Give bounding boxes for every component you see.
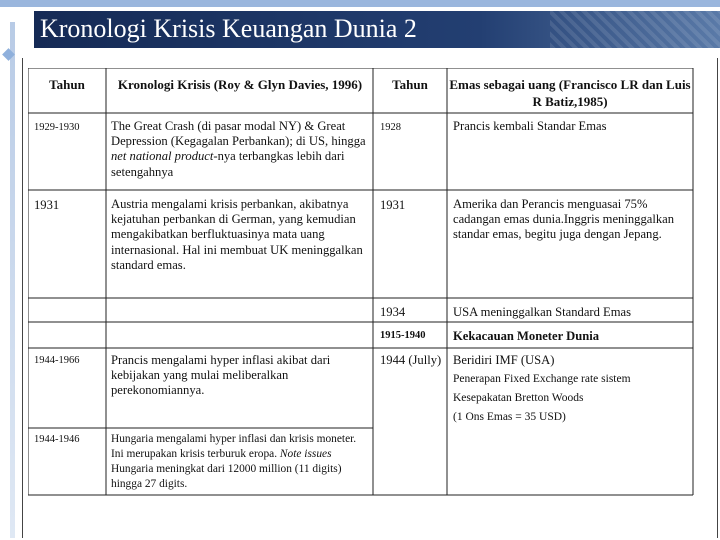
row6-year-left: 1944-1946 [34,434,80,445]
row2-event-left: Austria mengalami krisis perbankan, akibatnya kejatuhan perbankan di German, yang kemudian mengakibatkan berfluktuasinya mata uang internasional. Hal ini membuat UK meninggalkan standard emas. [111,197,363,272]
header-emas: Emas sebagai uang (Francisco LR dan Luis R Batiz,1985) [449,77,691,109]
row5-event-left: Prancis mengalami hyper inflasi akibat dari kebijakan yang mulai meliberalkan perekonomiannya. [111,353,331,398]
row1-event-left-part2: -nya terbangkas lebih dari setengahnya [111,149,345,179]
row3-year-right: 1934 [380,305,406,319]
row1-event-left-part1: The Great Crash (di pasar modal NY) & Great Depression (Kegagalan Perbankan); di US, hingga [111,119,366,149]
header-kronologi: Kronologi Krisis (Roy & Glyn Davies, 1996) [117,77,363,92]
row5-event-right-line: Kesepakatan Bretton Woods [453,392,584,404]
row1-event-right: Prancis kembali Standar Emas [453,119,607,133]
row2-year-right: 1931 [380,198,406,212]
top-accent-stripe [0,0,720,7]
row5-year-right: 1944 (Jully) [380,353,442,367]
row3-event-right: USA meninggalkan Standard Emas [453,305,632,319]
row4-year-right: 1915-1940 [380,330,426,341]
header-tahun-right: Tahun [392,77,428,92]
row6-event-left-emphasis: Note issues [279,448,332,460]
row1-year-right: 1928 [380,122,401,133]
row2-year-left: 1931 [34,198,60,212]
row6-event-left-part2: Hungaria meningkat dari 12000 million (11 digits) hingga 27 digits. [111,463,342,490]
row5-event-right [453,351,689,427]
chronology-table [28,68,695,496]
row5-event-right-line: Beridiri IMF (USA) [453,353,555,367]
slide-title: Kronologi Krisis Keuangan Dunia 2 [40,14,417,43]
row1-event-left [111,119,369,180]
row2-event-right: Amerika dan Perancis menguasai 75% cadangan emas dunia.Inggris meninggalkan standar emas, begitu juga dengan Jepang. [453,197,675,242]
title-bar-pattern [550,11,720,48]
row5-event-right-line: Penerapan Fixed Exchange rate sistem [453,373,631,385]
left-decor-bar [10,22,15,538]
row4-event-right: Kekacauan Moneter Dunia [453,329,599,343]
row1-year-left: 1929-1930 [34,122,80,133]
row5-year-left: 1944-1966 [34,355,80,366]
row6-event-left [111,432,369,492]
row5-event-right-line: (1 Ons Emas = 35 USD) [453,411,566,423]
row1-event-left-emphasis: net national product [111,149,214,164]
header-tahun-left: Tahun [49,77,85,92]
row6-event-left-part1: Hungaria mengalami hyper inflasi dan krisis moneter. Ini merupakan krisis terburuk eropa. [111,433,357,460]
